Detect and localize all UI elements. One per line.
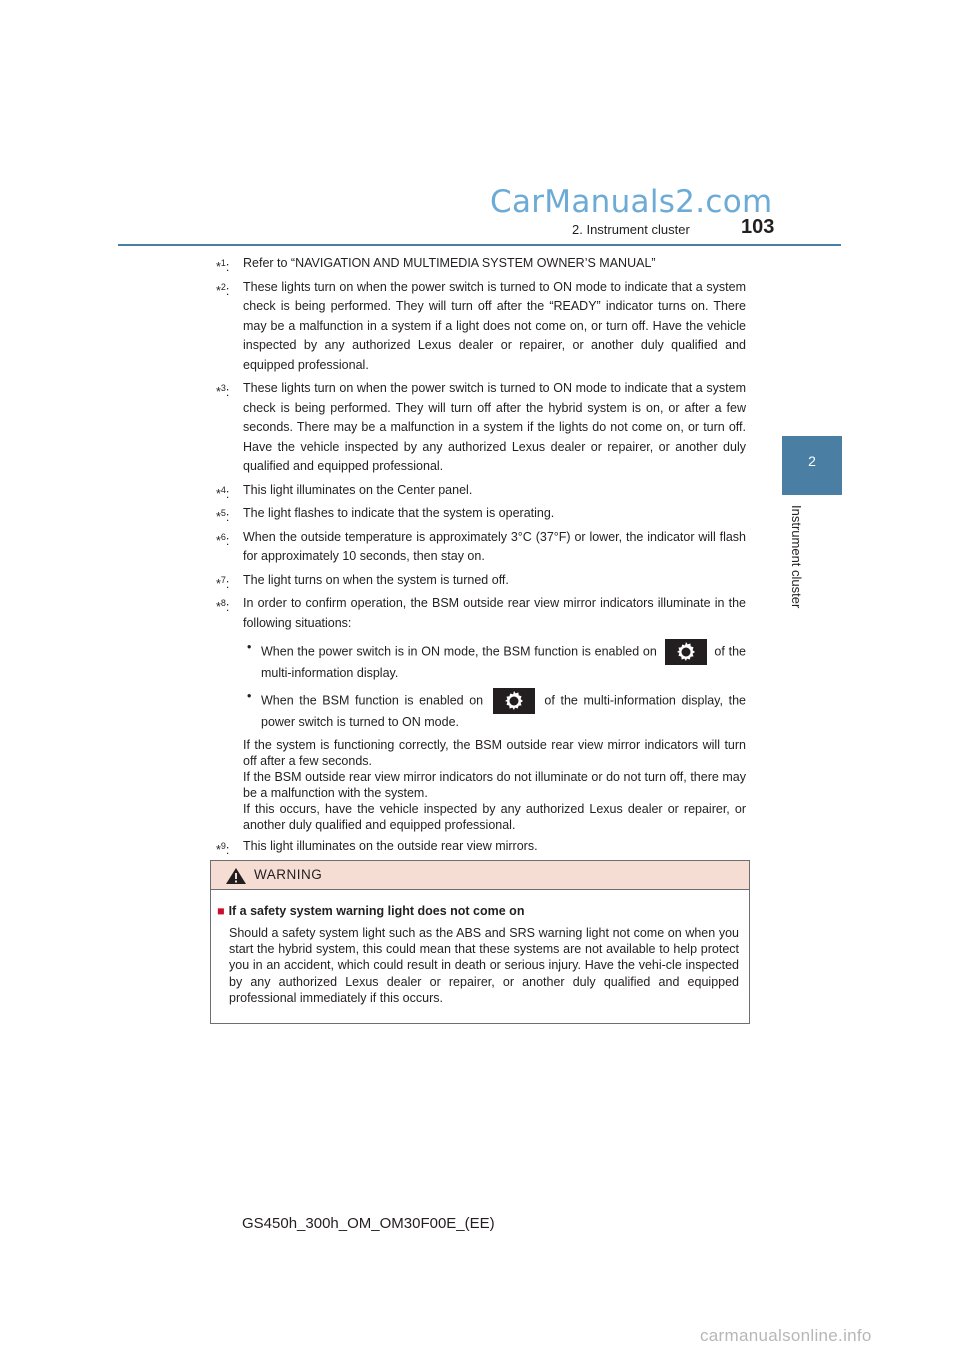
footnote-6: *$^6$: When the outside temperature is approximately 3°C (37°F) or lower, the indicator will flash for approximately 10 seconds, then stay on. bbox=[216, 529, 746, 563]
warning-body: Should a safety system light such as the ABS and SRS warning light not come on when you start the hybrid system, this could mean that these systems are not available to help protect you in an accident, which could result in death or serious injury. Have the vehi-cle inspected by any authorized Lexus dealer or repairer, or another duly qualified and equipped professional immediately if this occurs. bbox=[229, 926, 739, 1005]
footnote-text: Refer to “NAVIGATION AND MULTIMEDIA SYSTEM OWNER’S MANUAL” bbox=[243, 256, 656, 270]
chapter-label: Instrument cluster bbox=[789, 505, 804, 609]
footnote-7: *$^7$: The light turns on when the system is turned off. bbox=[216, 572, 509, 591]
header-rule bbox=[118, 244, 841, 246]
watermark-bottom: carmanualsonline.info bbox=[700, 1326, 872, 1345]
gear-icon bbox=[665, 639, 707, 665]
footnote-3: *$^3$: These lights turn on when the power switch is turned to ON mode to indicate that a system check is being performed. They will turn off after the hybrid system is on, or after a few seconds. There may be a malfunction in a system if the lights do not come on, or turn off. Have the vehicle inspected by any authorized Lexus dealer or repairer, or another duly qualified and equipped professional. bbox=[216, 381, 746, 473]
footnote-text: The light flashes to indicate that the system is operating. bbox=[243, 506, 555, 520]
gear-icon bbox=[493, 688, 535, 714]
footnote-text: When the outside temperature is approximately 3°C (37°F) or lower, the indicator will flash for approximately 10 seconds, then stay on. bbox=[243, 529, 746, 563]
watermark-logo: CarManuals2.com bbox=[490, 184, 773, 220]
footnote-4: *$^4$: This light illuminates on the Center panel. bbox=[216, 482, 473, 501]
paragraph: If the BSM outside rear view mirror indicators do not illuminate or do not turn off, there may be a malfunction with the system. bbox=[243, 770, 746, 800]
footnote-9: *$^9$: This light illuminates on the outside rear view mirrors. bbox=[216, 839, 538, 858]
footnotes bbox=[210, 254, 746, 861]
page-number: 103 bbox=[741, 216, 775, 238]
footnote-text: This light illuminates on the Center panel. bbox=[243, 482, 473, 497]
document-code: GS450h_300h_OM_OM30F00E_(EE) bbox=[242, 1215, 495, 1232]
bullet-item: • When the power switch is in ON mode, the BSM function is enabled on of the multi-information display. bbox=[247, 640, 746, 680]
paragraph: If the system is functioning correctly, the BSM outside rear view mirror indicators will turn off after a few seconds. bbox=[243, 738, 746, 768]
footnote-5: *$^5$: The light flashes to indicate that the system is operating. bbox=[216, 506, 555, 525]
warning-box bbox=[210, 860, 750, 1024]
footnote-text: This light illuminates on the outside rear view mirrors. bbox=[243, 839, 538, 853]
footnote-text: The light turns on when the system is turned off. bbox=[243, 572, 509, 587]
warning-title: WARNING bbox=[254, 867, 323, 882]
square-bullet-icon: ■ bbox=[217, 904, 225, 918]
bullet-item: • When the BSM function is enabled on of the multi-information display, the power switch is turned to ON mode. bbox=[247, 689, 746, 729]
footnote-1: *$^1$: Refer to “NAVIGATION AND MULTIMEDIA SYSTEM OWNER’S MANUAL” bbox=[216, 256, 656, 275]
warning-triangle-icon bbox=[225, 867, 247, 885]
footnote-text: In order to confirm operation, the BSM outside rear view mirror indicators illuminate in the following situations: bbox=[243, 596, 746, 630]
footnote-8: *$^8$: In order to confirm operation, the BSM outside rear view mirror indicators illuminate in the following situations: bbox=[216, 596, 746, 630]
warning-subtitle: ■ If a safety system warning light does not come on bbox=[217, 904, 525, 918]
paragraph: If this occurs, have the vehicle inspected by any authorized Lexus dealer or repairer, or another duly qualified and equipped professional. bbox=[243, 802, 746, 832]
footnote-text: These lights turn on when the power switch is turned to ON mode to indicate that a system check is being performed. They will turn off after the “READY” indicator turns on. There may be a malfunction in a system if a light does not come on, or turn off. Have the vehicle inspected by any authorized Lexus dealer or repairer, or another duly qualified and equipped professional. bbox=[243, 279, 746, 372]
section-title: 2. Instrument cluster bbox=[572, 222, 690, 237]
warning-header bbox=[211, 861, 749, 890]
footnote-2: *$^2$: These lights turn on when the power switch is turned to ON mode to indicate that a system check is being performed. They will turn off after the “READY” indicator turns on. There may be a malfunction in a system if a light does not come on, or turn off. Have the vehicle inspected by any authorized Lexus dealer or repairer, or another duly qualified and equipped professional. bbox=[216, 279, 746, 372]
chapter-number: 2 bbox=[808, 453, 816, 469]
chapter-tab bbox=[782, 436, 842, 495]
footnote-text: These lights turn on when the power switch is turned to ON mode to indicate that a system check is being performed. They will turn off after the hybrid system is on, or after a few seconds. There may be a malfunction in a system if the lights do not come on, or turn off. Have the vehicle inspected by any authorized Lexus dealer or repairer, or another duly qualified and equipped professional. bbox=[243, 381, 746, 473]
